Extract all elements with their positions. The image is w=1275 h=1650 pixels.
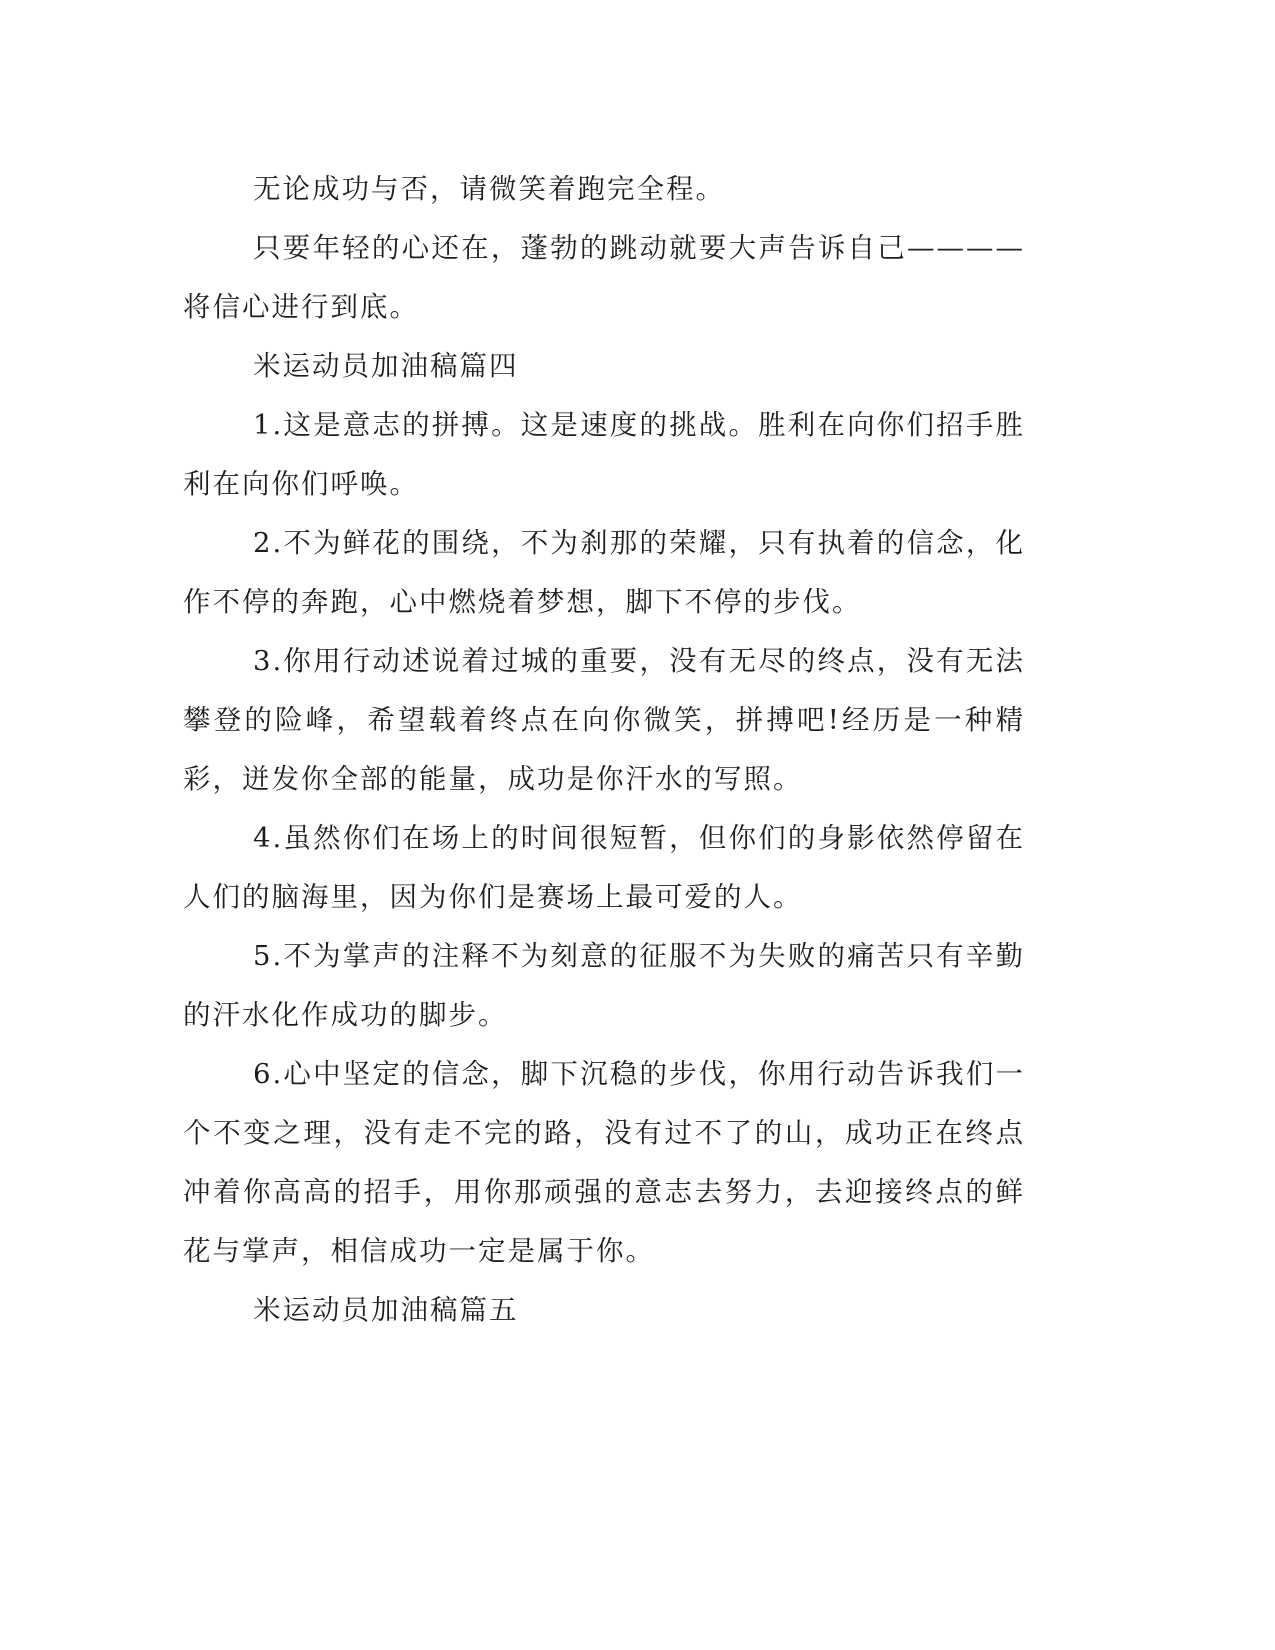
section-heading-4: 米运动员加油稿篇四 (253, 350, 519, 382)
document-body (183, 160, 1025, 1340)
cheer-item-3: 3.你用行动述说着过城的重要，没有无尽的终点，没有无法攀登的险峰，希望载着终点在向你微笑，拼搏吧!经历是一种精彩，迸发你全部的能量，成功是你汗水的写照。 (183, 645, 1025, 795)
cheer-item-4: 4.虽然你们在场上的时间很短暂，但你们的身影依然停留在人们的脑海里，因为你们是赛场上最可爱的人。 (183, 822, 1025, 913)
cheer-item-6: 6.心中坚定的信念，脚下沉稳的步伐，你用行动告诉我们一个不变之理，没有走不完的路，没有过不了的山，成功正在终点冲着你高高的招手，用你那顽强的意志去努力，去迎接终点的鲜花与掌声，相信成功一定是属于你。 (183, 1058, 1025, 1267)
paragraph-intro-2: 只要年轻的心还在，蓬勃的跳动就要大声告诉自己————将信心进行到底。 (183, 232, 1025, 323)
cheer-item-5: 5.不为掌声的注释不为刻意的征服不为失败的痛苦只有辛勤的汗水化作成功的脚步。 (183, 940, 1025, 1031)
cheer-item-1: 1.这是意志的拼搏。这是速度的挑战。胜利在向你们招手胜利在向你们呼唤。 (183, 409, 1025, 500)
paragraph-intro-1: 无论成功与否，请微笑着跑完全程。 (253, 173, 725, 205)
cheer-item-2: 2.不为鲜花的围绕，不为刹那的荣耀，只有执着的信念，化作不停的奔跑，心中燃烧着梦想，脚下不停的步伐。 (183, 527, 1025, 618)
section-heading-5: 米运动员加油稿篇五 (253, 1294, 519, 1326)
